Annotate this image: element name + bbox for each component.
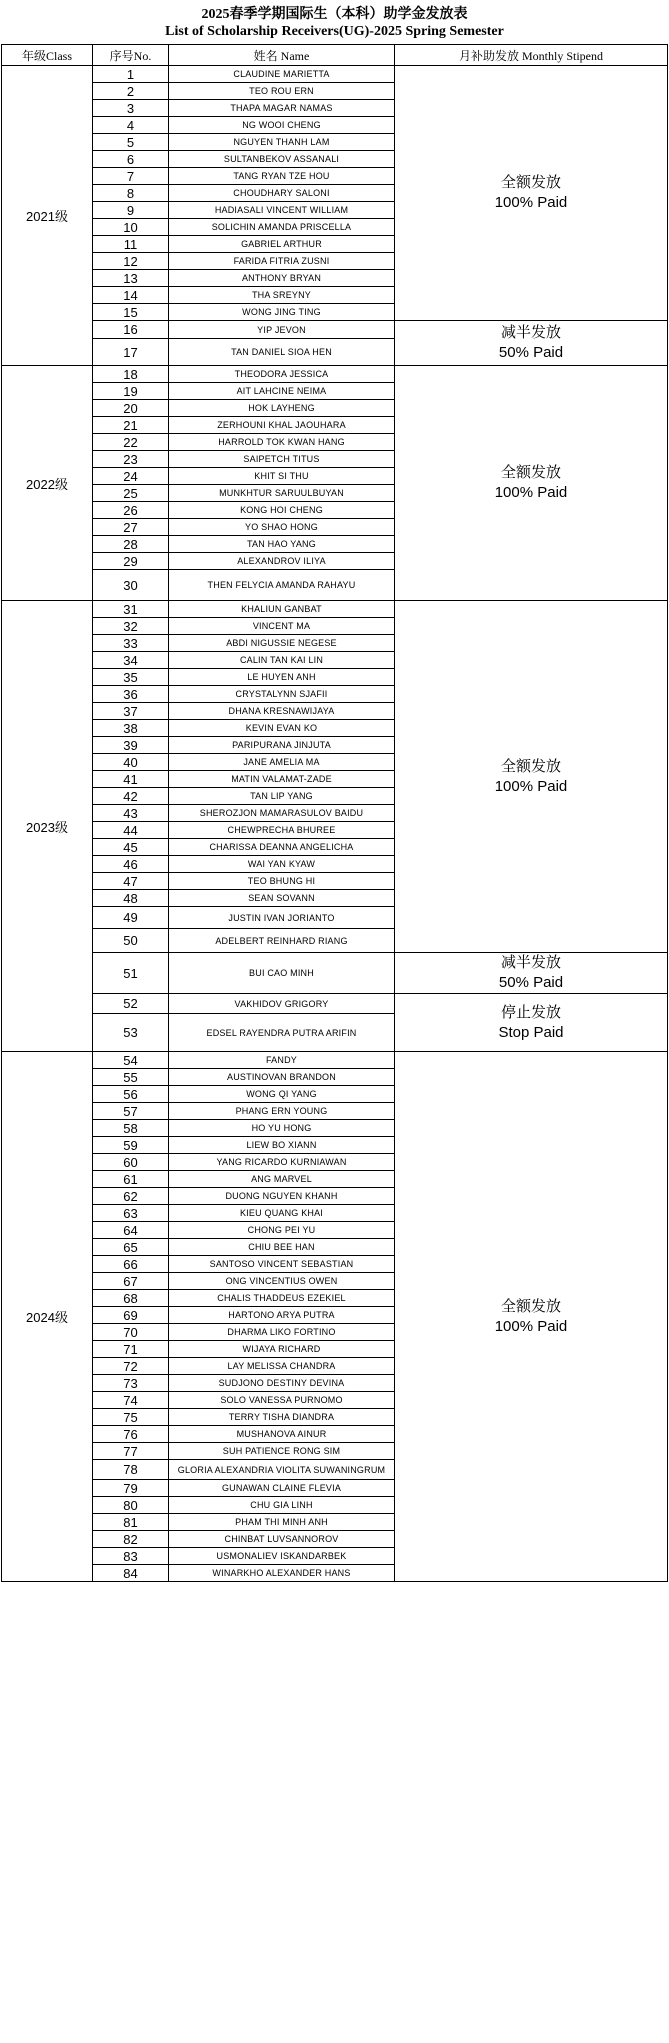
table-row (2, 601, 668, 618)
row-number: 43 (93, 805, 169, 822)
receiver-name: BUI CAO MINH (169, 953, 395, 994)
row-number: 28 (93, 536, 169, 553)
table-row (2, 66, 668, 83)
stipend-status-en: 100% Paid (494, 484, 568, 501)
class-label: 2021级 (2, 66, 93, 366)
document-title (0, 0, 669, 44)
receiver-name: KHIT SI THU (169, 468, 395, 485)
row-number: 56 (93, 1086, 169, 1103)
row-number: 20 (93, 400, 169, 417)
stipend-status-en: Stop Paid (498, 1023, 564, 1041)
row-number: 37 (93, 703, 169, 720)
row-number: 59 (93, 1137, 169, 1154)
stipend-status-en: 100% Paid (494, 194, 568, 211)
stipend-status-en: 50% Paid (498, 974, 564, 991)
row-number: 10 (93, 219, 169, 236)
receiver-name: GUNAWAN CLAINE FLEVIA (169, 1480, 395, 1497)
row-number: 74 (93, 1392, 169, 1409)
receiver-name: SEAN SOVANN (169, 890, 395, 907)
row-number: 62 (93, 1188, 169, 1205)
stipend-status-cn: 全额发放 (500, 1297, 561, 1315)
receiver-name: SOLICHIN AMANDA PRISCELLA (169, 219, 395, 236)
stipend-status-cn: 全额发放 (500, 464, 561, 481)
stipend-status-cn: 减半发放 (500, 954, 561, 971)
receiver-name: USMONALIEV ISKANDARBEK (169, 1548, 395, 1565)
title-chinese: 2025春季学期国际生（本科）助学金发放表 (201, 7, 468, 22)
receiver-name: JUSTIN IVAN JORIANTO (169, 907, 395, 929)
receivers-table (1, 44, 668, 1582)
receiver-name: NG WOOI CHENG (169, 117, 395, 134)
receiver-name: DHARMA LIKO FORTINO (169, 1324, 395, 1341)
receiver-name: MATIN VALAMAT-ZADE (169, 771, 395, 788)
row-number: 72 (93, 1358, 169, 1375)
receiver-name: TEO ROU ERN (169, 83, 395, 100)
receiver-name: CHU GIA LINH (169, 1497, 395, 1514)
receiver-name: GLORIA ALEXANDRIA VIOLITA SUWANINGRUM (169, 1460, 395, 1480)
stipend-status-cn: 减半发放 (500, 324, 561, 341)
row-number: 9 (93, 202, 169, 219)
row-number: 70 (93, 1324, 169, 1341)
row-number: 7 (93, 168, 169, 185)
row-number: 75 (93, 1409, 169, 1426)
receiver-name: SULTANBEKOV ASSANALI (169, 151, 395, 168)
row-number: 77 (93, 1443, 169, 1460)
stipend-status (395, 1052, 668, 1582)
row-number: 6 (93, 151, 169, 168)
row-number: 23 (93, 451, 169, 468)
row-number: 65 (93, 1239, 169, 1256)
receiver-name: SUH PATIENCE RONG SIM (169, 1443, 395, 1460)
receiver-name: SUDJONO DESTINY DEVINA (169, 1375, 395, 1392)
row-number: 14 (93, 287, 169, 304)
row-number: 3 (93, 100, 169, 117)
header-class: 年级Class (2, 45, 93, 66)
row-number: 52 (93, 994, 169, 1014)
receiver-name: PHANG ERN YOUNG (169, 1103, 395, 1120)
row-number: 19 (93, 383, 169, 400)
receiver-name: KHALIUN GANBAT (169, 601, 395, 618)
row-number: 54 (93, 1052, 169, 1069)
receiver-name: MUNKHTUR SARUULBUYAN (169, 485, 395, 502)
row-number: 46 (93, 856, 169, 873)
receiver-name: JANE AMELIA MA (169, 754, 395, 771)
row-number: 64 (93, 1222, 169, 1239)
row-number: 2 (93, 83, 169, 100)
receiver-name: WONG JING TING (169, 304, 395, 321)
receiver-name: ALEXANDROV ILIYA (169, 553, 395, 570)
row-number: 18 (93, 366, 169, 383)
header-name: 姓名 Name (169, 45, 395, 66)
receiver-name: ONG VINCENTIUS OWEN (169, 1273, 395, 1290)
receiver-name: CRYSTALYNN SJAFII (169, 686, 395, 703)
stipend-status (395, 994, 668, 1052)
row-number: 53 (93, 1014, 169, 1052)
receiver-name: ABDI NIGUSSIE NEGESE (169, 635, 395, 652)
receiver-name: CHONG PEI YU (169, 1222, 395, 1239)
stipend-status-en: 100% Paid (494, 1317, 568, 1335)
row-number: 61 (93, 1171, 169, 1188)
row-number: 40 (93, 754, 169, 771)
receiver-name: HADIASALI VINCENT WILLIAM (169, 202, 395, 219)
receiver-name: FANDY (169, 1052, 395, 1069)
row-number: 4 (93, 117, 169, 134)
receiver-name: ZERHOUNI KHAL JAOUHARA (169, 417, 395, 434)
row-number: 82 (93, 1531, 169, 1548)
stipend-status-en: 50% Paid (498, 344, 564, 361)
receiver-name: CHEWPRECHA BHUREE (169, 822, 395, 839)
receiver-name: ANG MARVEL (169, 1171, 395, 1188)
receiver-name: HO YU HONG (169, 1120, 395, 1137)
row-number: 16 (93, 321, 169, 339)
row-number: 38 (93, 720, 169, 737)
receiver-name: CHOUDHARY SALONI (169, 185, 395, 202)
row-number: 5 (93, 134, 169, 151)
class-label: 2022级 (2, 366, 93, 601)
stipend-status (395, 66, 668, 321)
table-header-row (2, 45, 668, 66)
receiver-name: MUSHANOVA AINUR (169, 1426, 395, 1443)
row-number: 47 (93, 873, 169, 890)
receiver-name: YO SHAO HONG (169, 519, 395, 536)
row-number: 30 (93, 570, 169, 601)
stipend-status (395, 601, 668, 953)
receiver-name: CHIU BEE HAN (169, 1239, 395, 1256)
row-number: 22 (93, 434, 169, 451)
row-number: 33 (93, 635, 169, 652)
table-row (2, 953, 668, 994)
row-number: 13 (93, 270, 169, 287)
row-number: 84 (93, 1565, 169, 1582)
row-number: 71 (93, 1341, 169, 1358)
row-number: 73 (93, 1375, 169, 1392)
row-number: 50 (93, 929, 169, 953)
receiver-name: TANG RYAN TZE HOU (169, 168, 395, 185)
row-number: 81 (93, 1514, 169, 1531)
receiver-name: TAN DANIEL SIOA HEN (169, 339, 395, 366)
row-number: 76 (93, 1426, 169, 1443)
receiver-name: PHAM THI MINH ANH (169, 1514, 395, 1531)
receiver-name: VINCENT MA (169, 618, 395, 635)
row-number: 8 (93, 185, 169, 202)
row-number: 55 (93, 1069, 169, 1086)
table-row (2, 994, 668, 1014)
receiver-name: HOK LAYHENG (169, 400, 395, 417)
row-number: 57 (93, 1103, 169, 1120)
receiver-name: EDSEL RAYENDRA PUTRA ARIFIN (169, 1014, 395, 1052)
stipend-status (395, 321, 668, 366)
row-number: 11 (93, 236, 169, 253)
receiver-name: WIJAYA RICHARD (169, 1341, 395, 1358)
receiver-name: PARIPURANA JINJUTA (169, 737, 395, 754)
receiver-name: WONG QI YANG (169, 1086, 395, 1103)
row-number: 31 (93, 601, 169, 618)
row-number: 41 (93, 771, 169, 788)
receiver-name: YANG RICARDO KURNIAWAN (169, 1154, 395, 1171)
receiver-name: CHARISSA DEANNA ANGELICHA (169, 839, 395, 856)
receiver-name: HARTONO ARYA PUTRA (169, 1307, 395, 1324)
row-number: 26 (93, 502, 169, 519)
receiver-name: WAI YAN KYAW (169, 856, 395, 873)
table-row (2, 1052, 668, 1069)
row-number: 44 (93, 822, 169, 839)
receiver-name: TAN HAO YANG (169, 536, 395, 553)
row-number: 63 (93, 1205, 169, 1222)
receiver-name: CHALIS THADDEUS EZEKIEL (169, 1290, 395, 1307)
class-label: 2023级 (2, 601, 93, 1052)
row-number: 78 (93, 1460, 169, 1480)
receiver-name: HARROLD TOK KWAN HANG (169, 434, 395, 451)
receiver-name: CALIN TAN KAI LIN (169, 652, 395, 669)
row-number: 35 (93, 669, 169, 686)
receiver-name: SANTOSO VINCENT SEBASTIAN (169, 1256, 395, 1273)
receiver-name: GABRIEL ARTHUR (169, 236, 395, 253)
receiver-name: AIT LAHCINE NEIMA (169, 383, 395, 400)
receiver-name: NGUYEN THANH LAM (169, 134, 395, 151)
table-row (2, 366, 668, 383)
row-number: 83 (93, 1548, 169, 1565)
row-number: 66 (93, 1256, 169, 1273)
receiver-name: THEN FELYCIA AMANDA RAHAYU (169, 570, 395, 601)
row-number: 69 (93, 1307, 169, 1324)
receiver-name: CLAUDINE MARIETTA (169, 66, 395, 83)
stipend-status-cn: 全额发放 (500, 174, 561, 191)
row-number: 15 (93, 304, 169, 321)
receiver-name: LAY MELISSA CHANDRA (169, 1358, 395, 1375)
row-number: 17 (93, 339, 169, 366)
stipend-status (395, 366, 668, 601)
receiver-name: LIEW BO XIANN (169, 1137, 395, 1154)
row-number: 58 (93, 1120, 169, 1137)
receiver-name: ANTHONY BRYAN (169, 270, 395, 287)
receiver-name: TAN LIP YANG (169, 788, 395, 805)
class-label: 2024级 (2, 1052, 93, 1582)
stipend-status-cn: 全额发放 (500, 757, 561, 775)
row-number: 1 (93, 66, 169, 83)
row-number: 34 (93, 652, 169, 669)
receiver-name: AUSTINOVAN BRANDON (169, 1069, 395, 1086)
receiver-name: THEODORA JESSICA (169, 366, 395, 383)
row-number: 21 (93, 417, 169, 434)
stipend-status-en: 100% Paid (494, 777, 568, 795)
row-number: 12 (93, 253, 169, 270)
row-number: 24 (93, 468, 169, 485)
receiver-name: YIP JEVON (169, 321, 395, 339)
title-english: List of Scholarship Receivers(UG)-2025 Spring Semester (165, 24, 504, 39)
receiver-name: TEO BHUNG HI (169, 873, 395, 890)
row-number: 68 (93, 1290, 169, 1307)
receiver-name: KIEU QUANG KHAI (169, 1205, 395, 1222)
stipend-status (395, 953, 668, 994)
row-number: 80 (93, 1497, 169, 1514)
receiver-name: SHEROZJON MAMARASULOV BAIDU (169, 805, 395, 822)
row-number: 49 (93, 907, 169, 929)
row-number: 48 (93, 890, 169, 907)
row-number: 79 (93, 1480, 169, 1497)
row-number: 29 (93, 553, 169, 570)
receiver-name: FARIDA FITRIA ZUSNI (169, 253, 395, 270)
row-number: 42 (93, 788, 169, 805)
receiver-name: LE HUYEN ANH (169, 669, 395, 686)
row-number: 39 (93, 737, 169, 754)
receiver-name: CHINBAT LUVSANNOROV (169, 1531, 395, 1548)
row-number: 60 (93, 1154, 169, 1171)
table-row (2, 321, 668, 339)
receiver-name: THAPA MAGAR NAMAS (169, 100, 395, 117)
receiver-name: WINARKHO ALEXANDER HANS (169, 1565, 395, 1582)
receiver-name: DHANA KRESNAWIJAYA (169, 703, 395, 720)
row-number: 32 (93, 618, 169, 635)
header-no: 序号No. (93, 45, 169, 66)
receiver-name: VAKHIDOV GRIGORY (169, 994, 395, 1014)
receiver-name: SAIPETCH TITUS (169, 451, 395, 468)
receiver-name: ADELBERT REINHARD RIANG (169, 929, 395, 953)
receiver-name: DUONG NGUYEN KHANH (169, 1188, 395, 1205)
row-number: 27 (93, 519, 169, 536)
table-body (2, 66, 668, 1582)
receiver-name: THA SREYNY (169, 287, 395, 304)
receiver-name: SOLO VANESSA PURNOMO (169, 1392, 395, 1409)
header-stipend: 月补助发放 Monthly Stipend (395, 45, 668, 66)
row-number: 25 (93, 485, 169, 502)
row-number: 51 (93, 953, 169, 994)
row-number: 67 (93, 1273, 169, 1290)
receiver-name: TERRY TISHA DIANDRA (169, 1409, 395, 1426)
receiver-name: KEVIN EVAN KO (169, 720, 395, 737)
row-number: 36 (93, 686, 169, 703)
receiver-name: KONG HOI CHENG (169, 502, 395, 519)
stipend-status-cn: 停止发放 (500, 1003, 561, 1021)
row-number: 45 (93, 839, 169, 856)
